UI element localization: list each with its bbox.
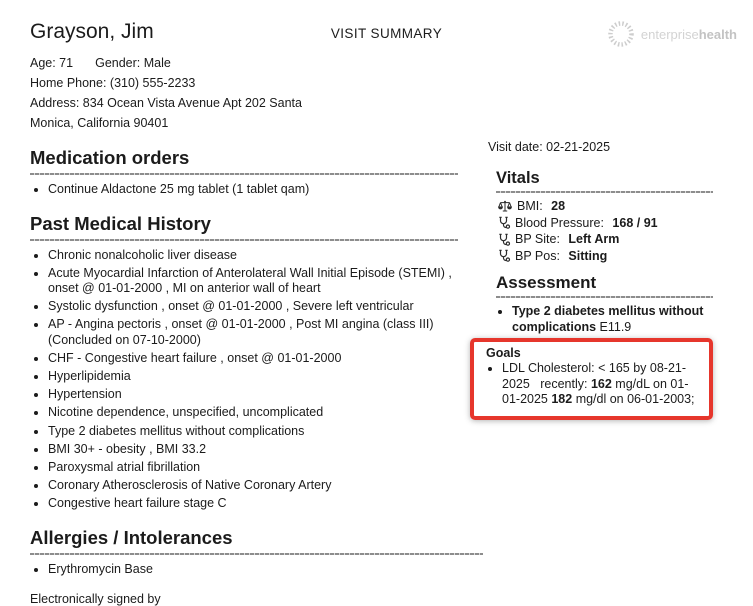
assessment-heading: Assessment — [496, 273, 713, 298]
vital-value: 28 — [551, 199, 566, 213]
left-column — [30, 147, 483, 606]
vital-row-bmi — [498, 198, 713, 215]
electronic-signature-note: Electronically signed by — [30, 592, 161, 606]
section-allergies — [30, 527, 483, 578]
section-past-medical-history — [30, 213, 483, 512]
medication-orders-list — [30, 182, 483, 198]
vital-row-blood-pressure — [498, 215, 713, 232]
vital-label: BMI: — [517, 199, 547, 213]
medication-orders-heading: Medication orders — [30, 147, 458, 175]
vital-label: BP Pos: — [515, 248, 564, 263]
vital-label: Blood Pressure: — [515, 215, 608, 230]
right-column — [488, 140, 713, 420]
list-item: • LDL Cholesterol: < 165 by 08-21-2025 recently: 162 mg/dL on 01-01-2025 182 mg/dl on 06-01-2003; — [502, 361, 703, 408]
balance-scale-icon — [498, 200, 512, 213]
assessment-list — [488, 304, 713, 335]
list-item: • Erythromycin Base — [48, 562, 483, 578]
stethoscope-icon — [498, 216, 510, 229]
list-item: • CHF - Congestive heart failure , onset @ 01-01-2000 — [48, 351, 483, 367]
list-item: • Acute Myocardial Infarction of Anterolateral Wall Initial Episode (STEMI) , onset @ 01-01-2000 , MI on anterior wall of heart — [48, 266, 483, 297]
list-item: • Paroxysmal atrial fibrillation — [48, 460, 483, 476]
list-item: • Continue Aldactone 25 mg tablet (1 tablet qam) — [48, 182, 483, 198]
list-item: • Congestive heart failure stage C — [48, 496, 483, 512]
vital-row-bp-site — [498, 231, 713, 248]
list-item: • Hypertension — [48, 387, 483, 403]
list-item: • Nicotine dependence, unspecified, uncomplicated — [48, 405, 483, 421]
list-item: • Coronary Atherosclerosis of Native Coronary Artery — [48, 478, 483, 494]
enterprise-health-logo — [606, 19, 737, 49]
vital-label: BP Site: — [515, 232, 564, 246]
goals-heading: Goals — [486, 346, 521, 360]
visit-date: Visit date: 02-21-2025 — [488, 140, 611, 154]
vital-value: 168 / 91 — [612, 215, 658, 230]
list-item: • Systolic dysfunction , onset @ 01-01-2000 , Severe left ventricular — [48, 299, 483, 315]
stethoscope-icon — [498, 233, 510, 246]
logo-text-light: enterprise — [640, 26, 699, 42]
patient-age-gender — [30, 53, 330, 73]
goals-list — [486, 361, 703, 408]
list-item: • Type 2 diabetes mellitus without complications E11.9 — [512, 304, 713, 335]
stethoscope-icon — [498, 249, 510, 262]
patient-age: Age: 71 — [30, 56, 74, 70]
list-item: • Type 2 diabetes mellitus without complications — [48, 424, 483, 440]
section-medication-orders — [30, 147, 483, 198]
list-item: • Chronic nonalcoholic liver disease — [48, 248, 483, 264]
past-medical-history-list — [30, 248, 483, 512]
patient-name: Grayson, Jim — [30, 20, 154, 43]
allergies-list — [30, 562, 483, 578]
logo-wordmark — [641, 27, 737, 42]
allergies-heading: Allergies / Intolerances — [30, 527, 483, 555]
patient-gender: Gender: Male — [95, 56, 171, 70]
vital-value: Sitting — [568, 248, 608, 263]
list-item: • Hyperlipidemia — [48, 369, 483, 385]
patient-home-phone: Home Phone: (310) 555-2233 — [30, 76, 196, 90]
list-item: • BMI 30+ - obesity , BMI 33.2 — [48, 442, 483, 458]
list-item: • AP - Angina pectoris , onset @ 01-01-2000 , Post MI angina (class III) (Concluded on 07-10-2000) — [48, 317, 483, 348]
goals-highlight-annotation — [470, 338, 713, 420]
page-title: VISIT SUMMARY — [330, 26, 443, 41]
patient-address: Address: 834 Ocean Vista Avenue Apt 202 Santa Monica, California 90401 — [30, 96, 302, 130]
past-medical-history-heading: Past Medical History — [30, 213, 458, 241]
vitals-list — [488, 198, 713, 264]
vital-row-bp-pos — [498, 248, 713, 265]
logo-ring-icon — [606, 19, 636, 49]
vitals-heading: Vitals — [496, 169, 713, 193]
vital-value: Left Arm — [568, 232, 620, 246]
logo-text-bold: health — [698, 26, 737, 42]
